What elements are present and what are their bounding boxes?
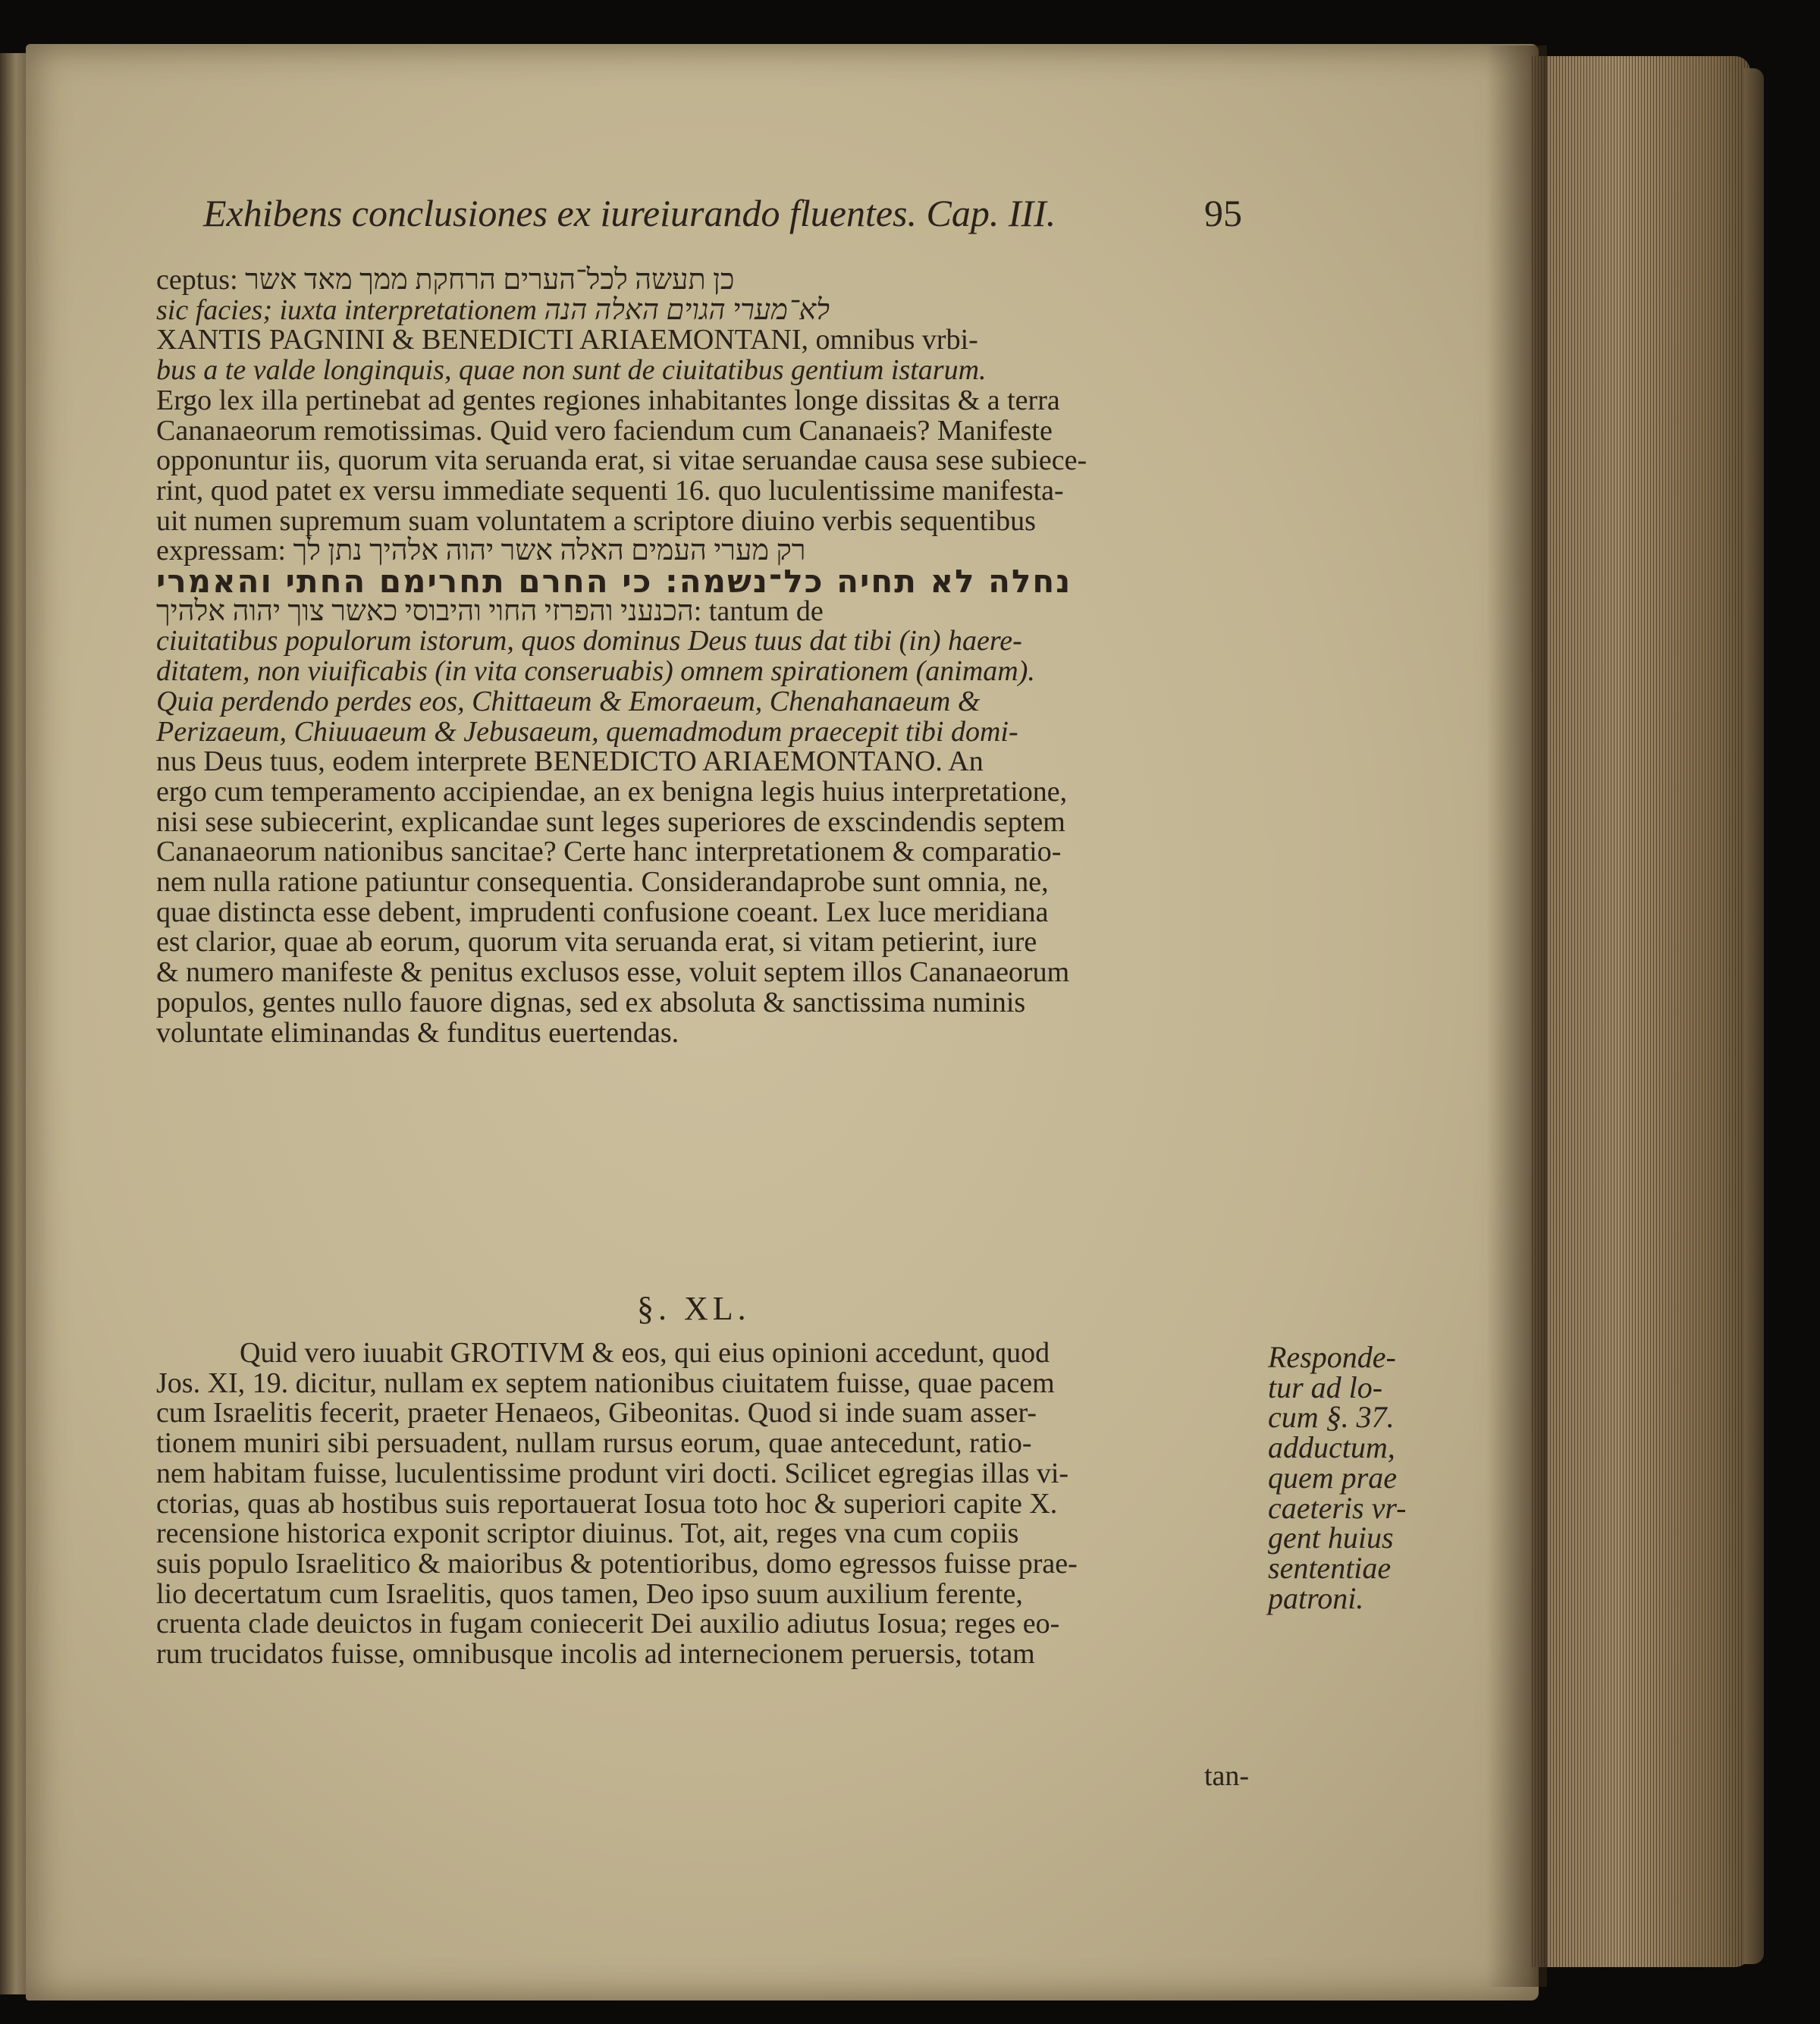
main-text-block-1 — [156, 265, 1247, 1048]
page-fore-edge — [1532, 56, 1750, 1967]
margin-note-line: tur ad lo- — [1268, 1370, 1383, 1404]
binding-left-edge — [0, 53, 29, 1994]
text-line: nisi sese subiecerint, explicandae sunt leges superiores de exscindendis septem — [156, 805, 1065, 838]
page-number: 95 — [1204, 192, 1242, 234]
margin-note-line: adductum, — [1268, 1430, 1395, 1465]
text-line: uit numen supremum suam voluntatem a scriptore diuino verbis sequentibus — [156, 504, 1036, 537]
text-line: nus Deus tuus, eodem interprete BENEDICTO ARIAEMONTANO. An — [156, 745, 984, 778]
section-heading: §. XL. — [637, 1290, 751, 1327]
header-title: Exhibens conclusiones ex iureiurando fluentes. Cap. III. — [203, 192, 1056, 234]
catchword: tan- — [1204, 1760, 1250, 1792]
page-gutter-shadow — [1486, 46, 1547, 1987]
margin-note-line: sententiae — [1268, 1550, 1392, 1585]
hebrew-line: נחלה לא תחיה כל־נשמה: כי החרם תחרימם החתי והאמרי — [156, 563, 1072, 601]
margin-note-line: cum §. 37. — [1268, 1400, 1395, 1435]
text-line: est clarior, quae ab eorum, quorum vita seruanda erat, si vitam petierint, iure — [156, 926, 1037, 959]
text-line: quae distincta esse debent, imprudenti confusione coeant. Lex luce meridiana — [156, 896, 1049, 928]
text-line: ditatem, non viuificabis (in vita conseruabis) omnem spirationem (animam). — [156, 655, 1035, 688]
margin-note-line: patroni. — [1268, 1580, 1364, 1615]
margin-note — [1268, 1342, 1420, 1613]
text-line: Ergo lex illa pertinebat ad gentes regiones inhabitantes longe dissitas & a terra — [156, 384, 1060, 416]
text-line: cum Israelitis fecerit, praeter Henaeos, Gibeonitas. Quod si inde suam asser- — [156, 1397, 1037, 1429]
text-line: lio decertatum cum Israelitis, quos tamen, Deo ipso suum auxilium ferente, — [156, 1577, 1023, 1610]
text-line: Quia perdendo perdes eos, Chittaeum & Emoraeum, Chenahanaeum & — [156, 685, 981, 717]
text-line: ciuitatibus populorum istorum, quos dominus Deus tuus dat tibi (in) haere- — [156, 625, 1022, 657]
text-line: rum trucidatos fuisse, omnibusque incolis ad internecionem peruersis, totam — [156, 1638, 1035, 1671]
text-line: XANTIS PAGNINI & BENEDICTI ARIAEMONTANI, omnibus vrbi- — [156, 324, 978, 356]
text-line: Jos. XI, 19. dicitur, nullam ex septem nationibus ciuitatem fuisse, quae pacem — [156, 1367, 1055, 1399]
text-line: Cananaeorum nationibus sancitae? Certe hanc interpretationem & comparatio- — [156, 836, 1062, 868]
text-line: bus a te valde longinquis, quae non sunt de ciuitatibus gentium istarum. — [156, 354, 987, 387]
text-line: tionem muniri sibi persuadent, nullam rursus eorum, quae antecedunt, ratio- — [156, 1427, 1032, 1460]
text-line: ergo cum temperamento accipiendae, an ex benigna legis huius interpretatione, — [156, 775, 1068, 808]
text-line: voluntate eliminandas & funditus euertendas. — [156, 1016, 679, 1049]
text-line: Quid vero iuuabit GROTIVM & eos, qui eius opinioni accedunt, quod — [240, 1337, 1050, 1369]
text-line: ctorias, quas ab hostibus suis reportauerat Iosua toto hoc & superiori capite X. — [156, 1487, 1058, 1520]
main-text-block-2 — [156, 1338, 1247, 1670]
text-line: opponuntur iis, quorum vita seruanda erat, si vitae seruandae causa sese subiece- — [156, 444, 1087, 477]
margin-note-line: gent huius — [1268, 1520, 1394, 1555]
margin-note-line: quem prae — [1268, 1460, 1397, 1495]
text-line: nem habitam fuisse, luculentissime produnt viri docti. Scilicet egregias illas vi- — [156, 1457, 1069, 1489]
margin-note-line: caeteris vr- — [1268, 1490, 1407, 1525]
text-line: & numero manifeste & penitus exclusos esse, voluit septem illos Cananaeorum — [156, 956, 1070, 989]
text-line: populos, gentes nullo fauore dignas, sed ex absoluta & sanctissima numinis — [156, 986, 1026, 1018]
text-line: nem nulla ratione patiuntur consequentia. Considerandaprobe sunt omnia, ne, — [156, 866, 1049, 899]
text-line: ceptus: כן תעשה לכל־הערים הרחקת ממך מאד אשר — [156, 264, 735, 296]
text-line: cruenta clade deuictos in fugam coniecerit Dei auxilio adiutus Iosua; reges eo- — [156, 1608, 1060, 1640]
margin-note-line: Responde- — [1268, 1340, 1396, 1374]
text-line: sic facies; iuxta interpretationem לא־מערי הגוים האלה הנה — [156, 293, 830, 326]
text-line: Cananaeorum remotissimas. Quid vero faciendum cum Cananaeis? Manifeste — [156, 414, 1053, 447]
running-header — [203, 191, 1242, 235]
book-cover-edge — [1744, 68, 1764, 1964]
text-line: Perizaeum, Chiuuaeum & Jebusaeum, quemadmodum praecepit tibi domi- — [156, 715, 1018, 748]
text-line: expressam: רק מערי העמים האלה אשר יהוה אלהיך נתן לך — [156, 535, 806, 567]
text-line: rint, quod patet ex versu immediate sequenti 16. quo luculentissime manifesta- — [156, 474, 1064, 507]
text-line: suis populo Israelitico & maioribus & potentioribus, domo egressos fuisse prae- — [156, 1547, 1078, 1580]
text-line: recensione historica exponit scriptor diuinus. Tot, ait, reges vna cum copiis — [156, 1517, 1019, 1550]
text-line: הכנעני והפרזי החוי והיבוסי כאשר צוך יהוה אלהיך: tantum de — [156, 595, 824, 627]
